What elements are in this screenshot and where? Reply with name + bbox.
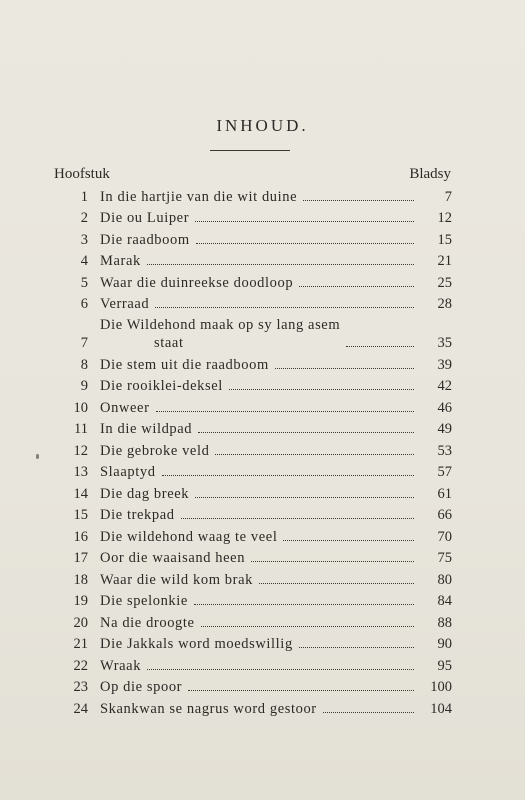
chapter-title: Die trekpad [100,507,175,523]
dot-leader [215,453,414,455]
chapter-number: 5 [80,274,88,291]
chapter-number: 17 [73,550,88,566]
page-number: 70 [437,528,452,545]
page-number: 46 [437,399,452,416]
chapter-title: Na die droogte [100,614,195,631]
chapter-title-group [100,295,420,313]
chapter-title: Die dag breek [100,485,190,502]
chapter-title-group [100,399,420,417]
chapter-title-group [100,506,420,524]
dot-leader [147,668,414,670]
chapter-title-group [100,528,420,546]
chapter-title-group [100,700,420,718]
page-number: 25 [437,274,452,291]
page-number: 28 [437,296,452,312]
page-number: 100 [430,679,452,695]
page-number: 88 [437,614,452,631]
chapter-title-group [100,274,420,292]
chapter-title: Die stem uit die raadboom [100,356,269,373]
toc-entry [60,675,452,697]
dot-leader [323,711,414,713]
chapter-column-header: Hoofstuk [54,166,110,182]
chapter-title: Slaaptyd [100,464,156,480]
chapter-number: 10 [73,399,88,416]
page-number: 42 [437,378,452,394]
page-number: 21 [437,253,452,269]
paper-spot [36,454,39,459]
page-number: 61 [437,485,452,502]
toc-entry [60,249,452,271]
page-number: 49 [437,421,452,437]
chapter-title-group [100,485,420,503]
toc-entry [60,481,452,503]
page-number: 90 [437,636,452,652]
dot-leader [303,199,414,201]
chapter-title-group [100,463,420,481]
chapter-title: Oor die waaisand heen [100,550,246,566]
dot-leader [299,285,414,287]
dot-leader [195,496,414,498]
toc-entry [60,524,452,546]
chapter-number: 13 [73,464,88,480]
chapter-title-group [100,678,420,696]
chapter-title-group [100,549,420,567]
dot-leader [156,410,415,412]
toc-entry [60,503,452,525]
toc-entry [60,610,452,632]
toc-entry [60,395,452,417]
chapter-title-group [100,635,420,653]
page-number: 53 [437,442,452,459]
chapter-title-continuation: staat [154,335,184,351]
chapter-title-group [100,657,420,675]
dot-leader [162,474,414,476]
chapter-title: Die Wildehond maak op sy lang asem [100,317,341,333]
dot-leader [283,539,414,541]
chapter-title: Op die spoor [100,679,183,695]
chapter-number: 14 [73,485,88,502]
toc-entry [60,206,452,228]
chapter-title-group [100,356,420,374]
chapter-number: 23 [73,679,88,695]
chapter-title-group [100,377,420,395]
toc-entry [60,546,452,568]
chapter-number: 22 [73,657,88,674]
dot-leader [201,625,414,627]
toc-entry [60,374,452,396]
dot-leader [188,689,414,691]
dot-leader [147,263,414,265]
toc-entry [60,227,452,249]
toc-entry [60,417,452,439]
dot-leader [194,603,414,605]
toc-entry [60,653,452,675]
chapter-number: 4 [80,253,88,269]
chapter-number: 20 [73,614,88,631]
chapter-title: Skankwan se nagrus word gestoor [100,700,317,717]
chapter-number: 21 [73,636,88,652]
toc-entry [60,270,452,292]
chapter-title-group [100,614,420,632]
toc-entry [60,589,452,611]
chapter-title-group [100,252,420,270]
chapter-title: Marak [100,253,141,269]
table-of-contents [60,184,452,718]
chapter-title-group [100,442,420,460]
toc-entry [60,567,452,589]
chapter-title-group [100,231,420,249]
toc-entry [60,313,452,352]
chapter-number: 18 [73,571,88,588]
chapter-number: 16 [73,528,88,545]
page-number: 95 [437,657,452,674]
chapter-title: In die wildpad [100,421,193,437]
chapter-number: 9 [80,378,88,394]
chapter-title-group [100,571,420,589]
page-number: 12 [437,210,452,226]
chapter-number: 8 [80,356,88,373]
page-number: 75 [437,550,452,566]
toc-entry [60,632,452,654]
chapter-title-group [100,188,420,206]
toc-entry [60,352,452,374]
page-number: 66 [437,507,452,523]
chapter-title: In die hartjie van die wit duine [100,188,298,205]
dot-leader [251,560,414,562]
chapter-number: 6 [80,296,88,312]
chapter-number: 2 [80,210,88,226]
chapter-title-group [100,209,420,227]
page-number: 84 [437,593,452,609]
chapter-title: Verraad [100,296,150,312]
chapter-number: 11 [74,421,88,437]
chapter-title-group [100,592,420,610]
dot-leader [196,242,414,244]
chapter-title: Die ou Luiper [100,210,190,226]
chapter-title-group [100,316,420,352]
chapter-number: 19 [73,593,88,609]
dot-leader [299,646,414,648]
title-divider [210,150,290,151]
chapter-title: Die Jakkals word moedswillig [100,636,293,652]
chapter-title: Die spelonkie [100,593,188,609]
dot-leader [198,431,414,433]
page-number: 104 [430,700,452,717]
dot-leader [155,306,414,308]
dot-leader [275,367,414,369]
chapter-number: 12 [73,442,88,459]
toc-entry [60,460,452,482]
toc-entry [60,184,452,206]
chapter-number: 1 [80,188,88,205]
chapter-title-wrapped [100,316,340,352]
dot-leader [229,388,414,390]
chapter-number: 24 [73,700,88,717]
chapter-title: Waar die wild kom brak [100,571,253,588]
toc-entry [60,696,452,718]
toc-entry [60,292,452,314]
chapter-title: Wraak [100,657,142,674]
page-number: 39 [437,356,452,373]
page-column-header: Bladsy [409,166,451,182]
chapter-number: 3 [80,231,88,248]
dot-leader [181,517,414,519]
page-number: 7 [444,188,452,205]
dot-leader [195,220,414,222]
dot-leader [346,345,414,347]
chapter-title: Waar die duinreekse doodloop [100,274,294,291]
toc-entry [60,438,452,460]
chapter-title-group [100,420,420,438]
chapter-title: Die wildehond waag te veel [100,528,278,545]
page-number: 80 [437,571,452,588]
chapter-title: Onweer [100,399,150,416]
page-number: 15 [437,231,452,248]
page-number: 57 [437,464,452,480]
dot-leader [259,582,414,584]
page-title: INHOUD. [216,116,309,135]
chapter-title: Die gebroke veld [100,442,210,459]
chapter-number: 7 [80,335,88,351]
chapter-title: Die rooiklei-deksel [100,378,223,394]
chapter-title: Die raadboom [100,231,190,248]
page-number: 35 [437,335,452,351]
chapter-number: 15 [73,507,88,523]
